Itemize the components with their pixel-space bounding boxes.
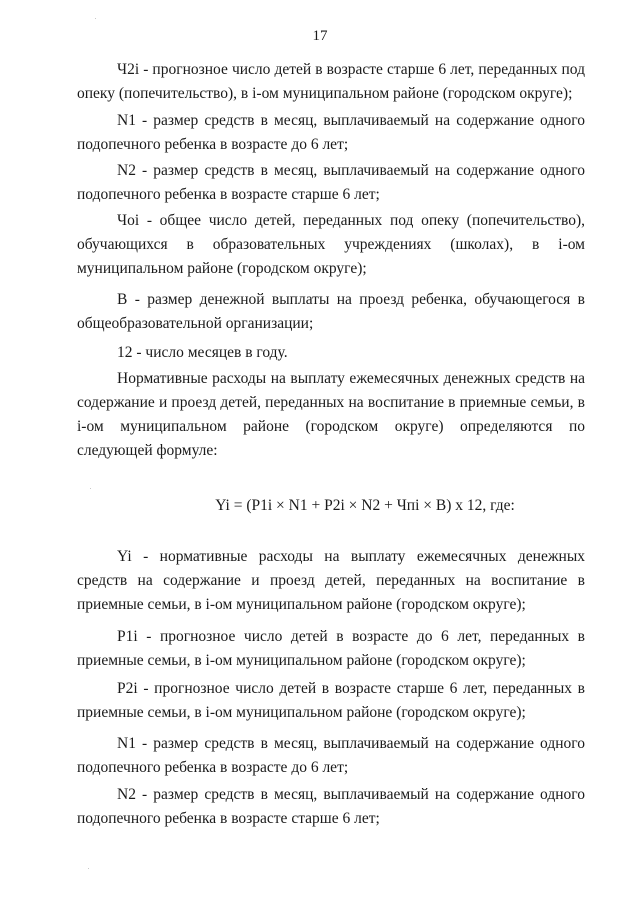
paragraph-b-definition: В - размер денежной выплаты на проезд ребенка, обучающегося в общеобразовательной организации; xyxy=(77,291,585,332)
paragraph-n2-repeat: N2 - размер средств в месяц, выплачиваемый на содержание одного подопечного ребенка в возрасте старше 6 лет; xyxy=(77,786,585,827)
paragraph-yi-definition: Yi - нормативные расходы на выплату ежемесячных денежных средств на содержание и проезд детей, переданных на воспитание в приемные семьи, в i-ом муниципальном районе (городском округе); xyxy=(77,548,585,613)
paragraph-n2-definition: N2 - размер средств в месяц, выплачиваемый на содержание одного подопечного ребенка в возрасте старше 6 лет; xyxy=(77,162,585,203)
paragraph-months: 12 - число месяцев в году. xyxy=(117,344,288,361)
formula-yi: Yi = (P1i × N1 + P2i × N2 + Чпi × B) х 12, где: xyxy=(215,497,515,514)
paragraph-choi: Чоi - общее число детей, переданных под опеку (попечительство), обучающихся в образовательных учреждениях (школах), в i-ом муниципальном районе (городском округе); xyxy=(77,212,585,277)
paragraph-p1i-definition: P1i - прогнозное число детей в возрасте до 6 лет, переданных в приемные семьи, в i-ом муниципальном районе (городском округе); xyxy=(77,628,585,669)
paragraph-p2i-definition: P2i - прогнозное число детей в возрасте старше 6 лет, переданных в приемные семьи, в i-ом муниципальном районе (городском округе); xyxy=(77,680,585,721)
paragraph-n1-definition: N1 - размер средств в месяц, выплачиваемый на содержание одного подопечного ребенка в возрасте до 6 лет; xyxy=(77,112,585,153)
scan-speck xyxy=(95,18,96,19)
page-number: 17 xyxy=(312,28,328,44)
scan-speck xyxy=(88,868,89,869)
scan-speck xyxy=(90,488,91,489)
paragraph-normative-intro: Нормативные расходы на выплату ежемесячных денежных средств на содержание и проезд детей, переданных на воспитание в приемные семьи, в i-ом муниципальном районе (городском округе) определяются по следующей формуле: xyxy=(77,370,585,459)
paragraph-n1-repeat: N1 - размер средств в месяц, выплачиваемый на содержание одного подопечного ребенка в возрасте до 6 лет; xyxy=(77,735,585,776)
paragraph-ch2i: Ч2i - прогнозное число детей в возрасте старше 6 лет, переданных под опеку (попечительство), в i-ом муниципальном районе (городском округе); xyxy=(77,61,585,102)
